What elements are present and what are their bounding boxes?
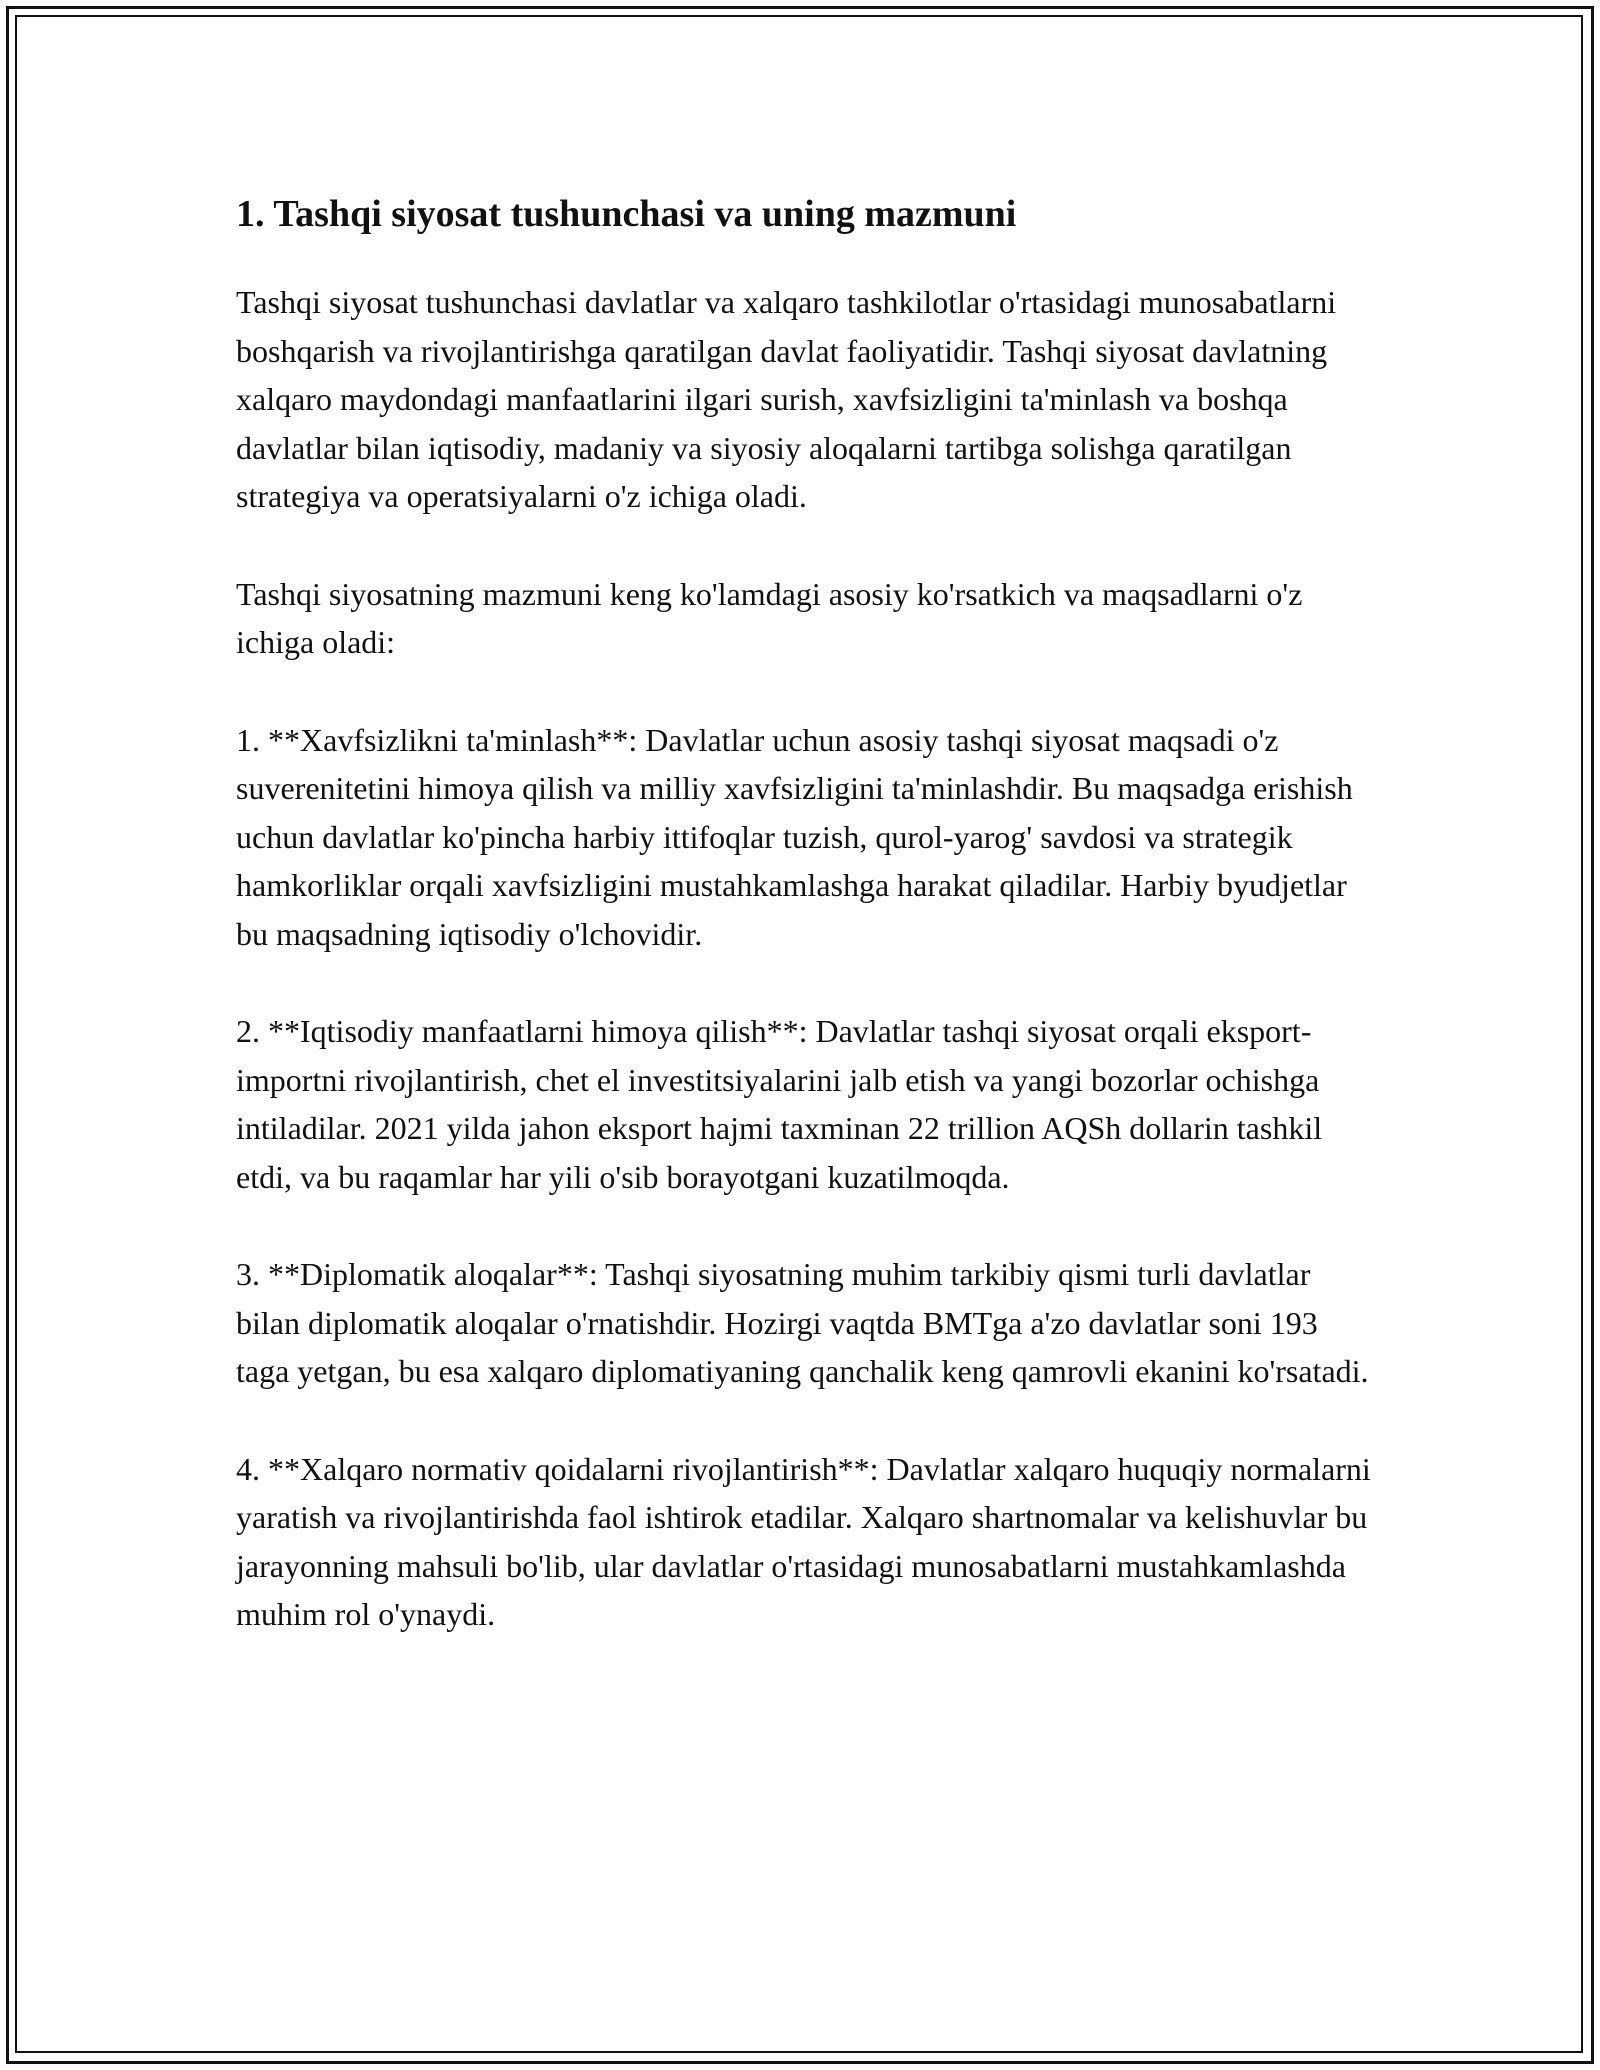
list-item-international-norms: 4. **Xalqaro normativ qoidalarni rivojlantirish**: Davlatlar xalqaro huquqiy normalarni yaratish va rivojlantirishda faol ishtirok etadilar. Xalqaro shartnomalar va kelishuvlar bu jarayonning mahsuli bo'lib, ular davlatlar o'rtasidagi munosabatlarni mustahkamlashda muhim rol o'ynaydi.: [236, 1450, 1371, 1632]
list-item-economic-interests: 2. **Iqtisodiy manfaatlarni himoya qilish**: Davlatlar tashqi siyosat orqali eksport-importni rivojlantirish, chet el investitsiyalarini jalb etish va yangi bozorlar ochishga intiladilar. 2021 yilda jahon eksport hajmi taxminan 22 trillion AQSh dollarin tashkil etdi, va bu raqamlar har yili o'sib borayotgani kuzatilmoqda.: [236, 1013, 1323, 1195]
intro-paragraph: Tashqi siyosat tushunchasi davlatlar va xalqaro tashkilotlar o'rtasidagi munosabatlarni boshqarish va rivojlantirishga qaratilgan davlat faoliyatidir. Tashqi siyosat davlatning xalqaro maydondagi manfaatlarini ilgari surish, xavfsizligini ta'minlash va boshqa davlatlar bilan iqtisodiy, madaniy va siyosiy aloqalarni tartibga solishga qaratilgan strategiya va operatsiyalarni o'z ichiga oladi.: [236, 284, 1337, 514]
content-intro-paragraph: Tashqi siyosatning mazmuni keng ko'lamdagi asosiy ko'rsatkich va maqsadlarni o'z ichiga oladi:: [236, 575, 1303, 660]
list-item-security: 1. **Xavfsizlikni ta'minlash**: Davlatlar uchun asosiy tashqi siyosat maqsadi o'z suverenitetini himoya qilish va milliy xavfsizligini ta'minlashdir. Bu maqsadga erishish uchun davlatlar ko'pincha harbiy ittifoqlar tuzish, qurol-yarog' savdosi va strategik hamkorliklar orqali xavfsizligini mustahkamlashga harakat qiladilar. Harbiy byudjetlar bu maqsadning iqtisodiy o'lchovidir.: [236, 721, 1353, 952]
list-item-diplomatic-relations: 3. **Diplomatik aloqalar**: Tashqi siyosatning muhim tarkibiy qismi turli davlatlar bilan diplomatik aloqalar o'rnatishdir. Hozirgi vaqtda BMTga a'zo davlatlar soni 193 taga yetgan, bu esa xalqaro diplomatiyaning qanchalik keng qamrovli ekanini ko'rsatadi.: [236, 1256, 1369, 1389]
page-title: 1. Tashqi siyosat tushunchasi va uning mazmuni: [236, 193, 1017, 235]
document-body: [236, 186, 1376, 1688]
